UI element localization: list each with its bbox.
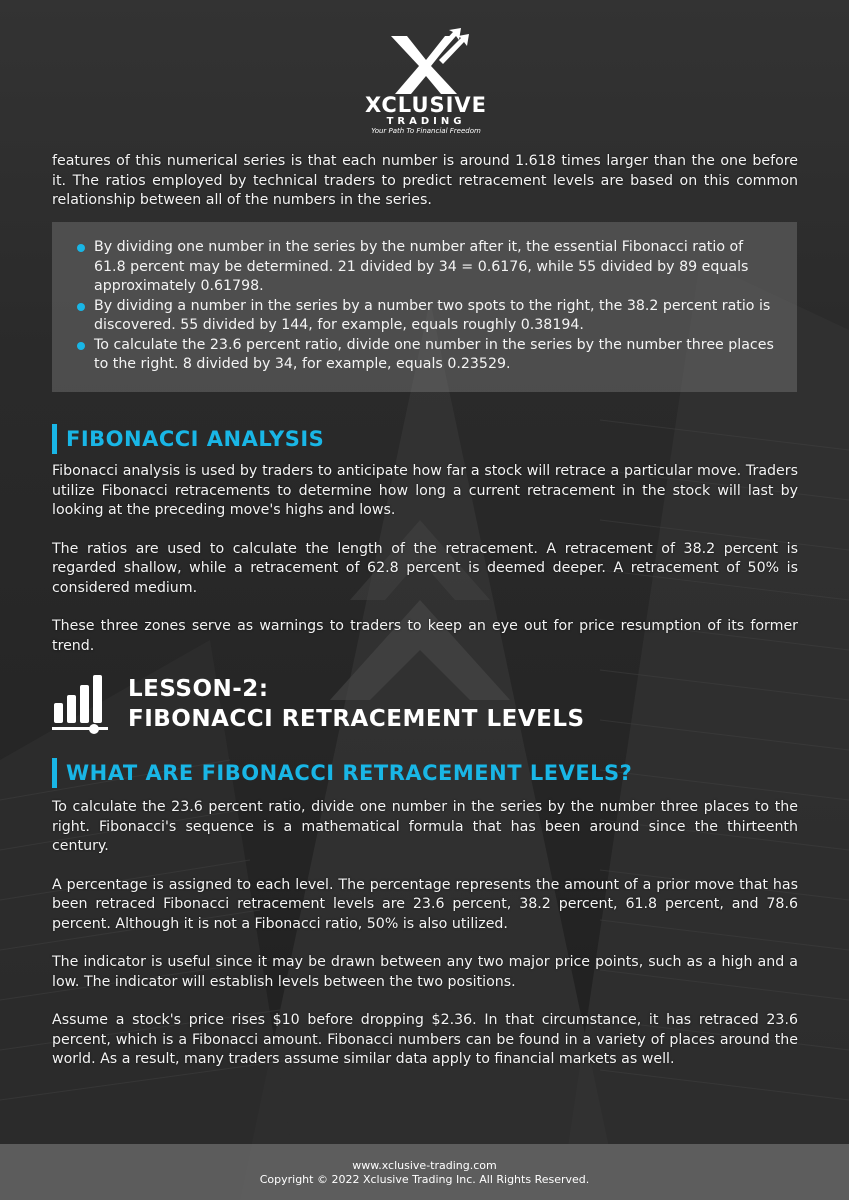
section-heading-text: FIBONACCI ANALYSIS xyxy=(66,427,325,451)
section2-body xyxy=(52,798,798,1070)
list-item xyxy=(94,297,779,336)
bullet-text: By dividing a number in the series by a number two spots to the right, the 38.2 percent ratio is discovered. 55 divided by 144, for example, equals roughly 0.38194. xyxy=(94,297,771,333)
heading-accent-bar xyxy=(52,424,57,454)
paragraph: These three zones serve as warnings to traders to keep an eye out for price resumption of its former trend. xyxy=(52,618,798,654)
list-item xyxy=(94,238,779,297)
bullet-dot-icon xyxy=(77,244,85,252)
bullet-dot-icon xyxy=(77,342,85,350)
lesson-title xyxy=(52,672,585,736)
footer-url[interactable]: www.xclusive-trading.com xyxy=(352,1159,497,1172)
footer-copyright: Copyright © 2022 Xclusive Trading Inc. All Rights Reserved. xyxy=(259,1173,590,1186)
bullet-list xyxy=(52,222,797,375)
paragraph: The ratios are used to calculate the length of the retracement. A retracement of 38.2 percent is regarded shallow, while a retracement of 62.8 percent is deemed deeper. A retracement of 50% is considered medium. xyxy=(52,540,798,596)
intro-block xyxy=(52,152,798,211)
section-heading-text: WHAT ARE FIBONACCI RETRACEMENT LEVELS? xyxy=(66,761,633,785)
lesson-number: LESSON-2: xyxy=(128,676,269,702)
bullet-dot-icon xyxy=(77,303,85,311)
heading-accent-bar xyxy=(52,758,57,788)
paragraph: To calculate the 23.6 percent ratio, divide one number in the series by the number three places to the right. Fibonacci's sequence is a mathematical formula that has been around since the thirteenth century. xyxy=(52,799,798,854)
logo-name: XCLUSIVE xyxy=(364,93,488,117)
lesson-name: FIBONACCI RETRACEMENT LEVELS xyxy=(128,706,585,732)
section-heading-retracement-levels xyxy=(52,758,632,788)
paragraph: Assume a stock's price rises $10 before dropping $2.36. In that circumstance, it has retraced 23.6 percent, which is a Fibonacci amount. Fibonacci numbers can be found in a variety of places around the world. As a result, many traders assume similar data apply to financial markets as well. xyxy=(52,1012,798,1067)
page-footer xyxy=(0,1144,849,1200)
bullet-box xyxy=(52,222,797,392)
intro-paragraph: features of this numerical series is that each number is around 1.618 times larger than the one before it. The ratios employed by technical traders to predict retracement levels are based on this common relationship between all of the numbers in the series. xyxy=(52,153,798,208)
lesson-title-lines xyxy=(128,674,585,734)
logo-x-arrows-icon xyxy=(381,28,471,96)
bullet-text: To calculate the 23.6 percent ratio, divide one number in the series by the number three places to the right. 8 divided by 34, for example, equals 0.23529. xyxy=(94,336,774,372)
paragraph: Fibonacci analysis is used by traders to anticipate how far a stock will retrace a particular move. Traders utilize Fibonacci retracements to determine how long a current retracement in the stock will last by looking at the preceding move's highs and lows. xyxy=(52,463,798,518)
logo-subtitle: TRADING xyxy=(386,116,466,127)
brand-logo xyxy=(346,28,506,133)
bullet-text: By dividing one number in the series by the number after it, the essential Fibonacci ratio of 61.8 percent may be determined. 21 divided by 34 = 0.6176, while 55 divided by 89 equals approximately 0.61798. xyxy=(94,239,749,294)
logo-tagline: Your Path To Financial Freedom xyxy=(371,127,481,135)
list-item xyxy=(94,336,779,375)
section-heading-fibonacci-analysis xyxy=(52,424,324,454)
paragraph: The indicator is useful since it may be drawn between any two major price points, such as a high and a low. The indicator will establish levels between the two positions. xyxy=(52,954,798,990)
section1-body xyxy=(52,462,798,656)
bar-chart-icon xyxy=(52,673,108,735)
paragraph: A percentage is assigned to each level. The percentage represents the amount of a prior move that has been retraced Fibonacci retracement levels are 23.6 percent, 38.2 percent, 61.8 percent, and 78.6 percent. Although it is not a Fibonacci ratio, 50% is also utilized. xyxy=(52,876,798,932)
